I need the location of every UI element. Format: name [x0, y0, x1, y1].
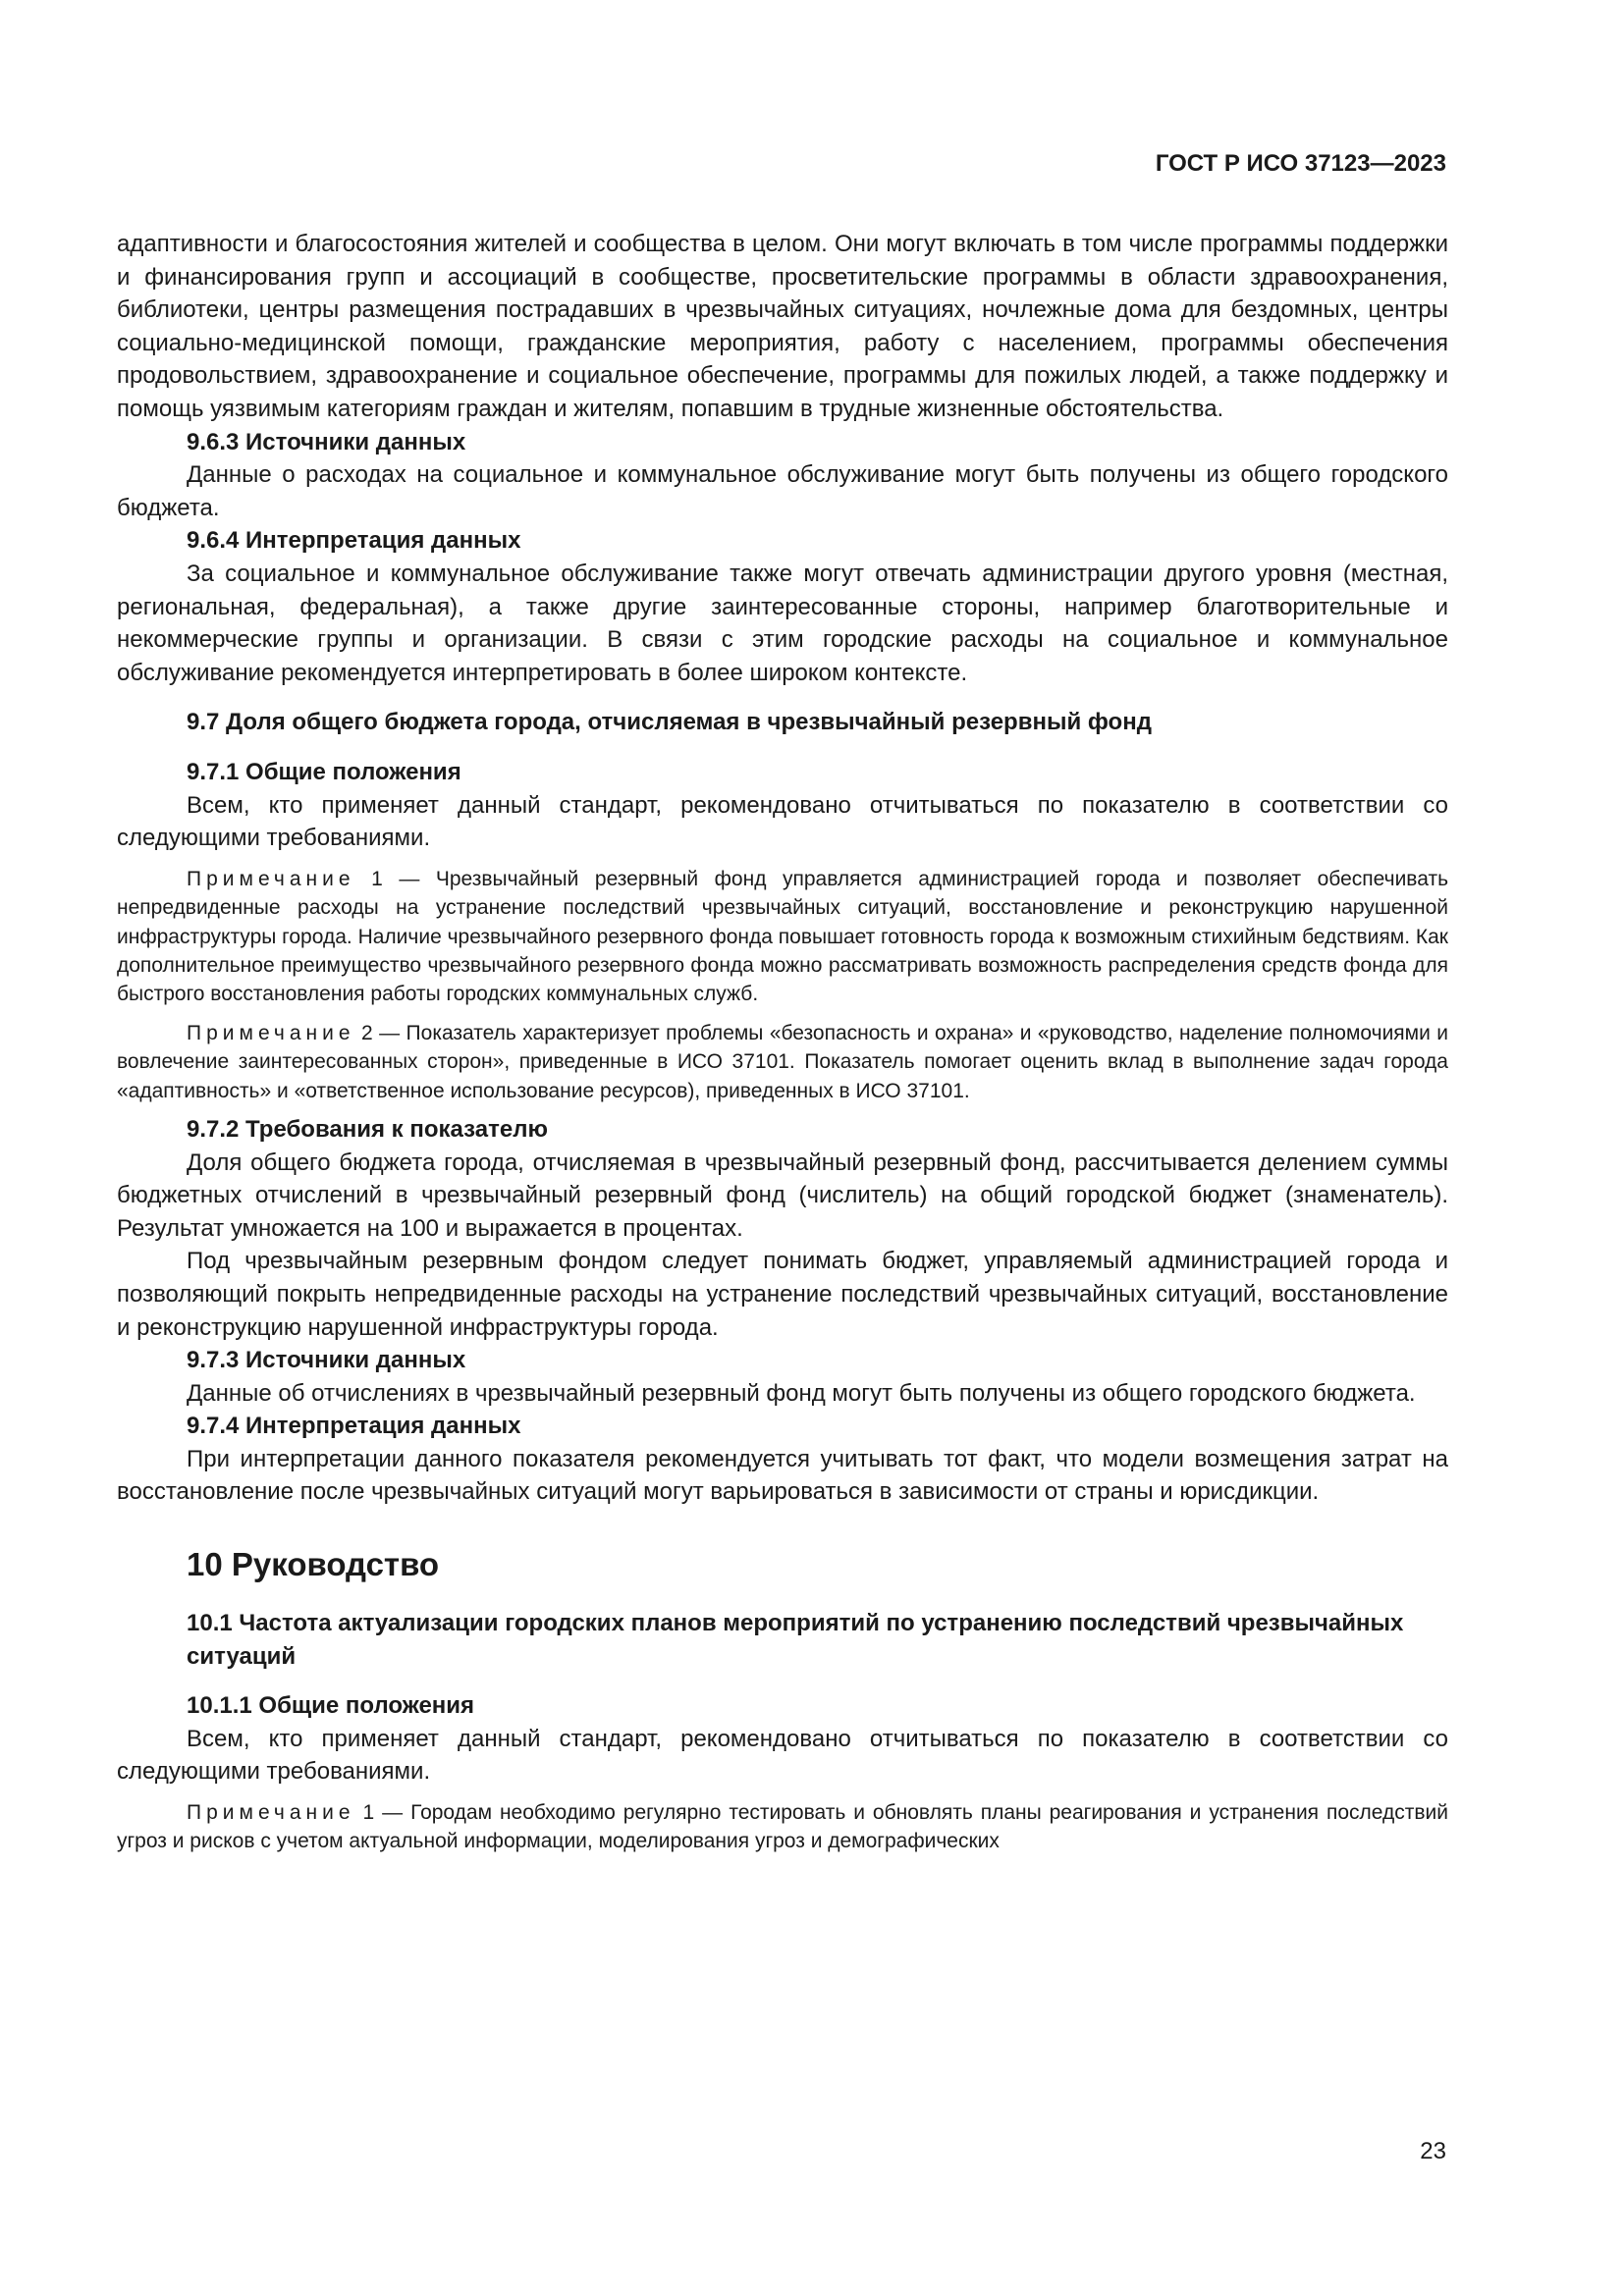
heading-9-6-3: 9.6.3 Источники данных	[187, 428, 466, 455]
note-1	[117, 865, 1448, 1009]
paragraph-9-6-4: За социальное и коммунальное обслуживание также могут отвечать администрации другого уровня (местная, региональная, федеральная), а также другие заинтересованные стороны, например благотворительные и некоммерческие группы и организации. В связи с этим городские расходы на социальное и коммунальное обслуживание рекомендуется интерпретировать в более широком контексте.	[117, 560, 1448, 686]
paragraph-9-7-2-a: Доля общего бюджета города, отчисляемая в чрезвычайный резервный фонд, рассчитывается делением суммы бюджетных отчислений в чрезвычайный резервный фонд (числитель) на общий городской бюджет (знаменатель). Результат умножается на 100 и выражается в процентах.	[117, 1148, 1448, 1242]
paragraph-9-6-3: Данные о расходах на социальное и коммунальное обслуживание могут быть получены из общего городского бюджета.	[117, 461, 1448, 521]
note-label: Примечание	[187, 867, 355, 890]
heading-9-7-2: 9.7.2 Требования к показателю	[187, 1115, 548, 1143]
paragraph-9-7-2-b: Под чрезвычайным резервным фондом следует понимать бюджет, управляемый администрацией города и позволяющий покрыть непредвиденные расходы на устранение последствий чрезвычайных ситуаций, восстановление и реконструкцию нарушенной инфраструктуры города.	[117, 1248, 1448, 1341]
heading-9-7-1: 9.7.1 Общие положения	[187, 758, 461, 785]
paragraph-9-7-3: Данные об отчислениях в чрезвычайный резервный фонд могут быть получены из общего городского бюджета.	[187, 1379, 1416, 1407]
page-number: 23	[1420, 2138, 1446, 2164]
note-text: — Показатель характеризует проблемы «безопасность и охрана» и «руководство, наделение полномочиями и вовлечение заинтересованных сторон», приведенные в ИСО 37101. Показатель помогает оценить вклад в выполнение задач города «адаптивность» и «ответственное использование ресурсов), приведенных в ИСО 37101.	[117, 1021, 1448, 1102]
heading-10-1-1: 10.1.1 Общие положения	[187, 1692, 475, 1720]
page-content	[117, 228, 1448, 1864]
note-text: — Чрезвычайный резервный фонд управляется администрацией города и позволяет обеспечивать непредвиденные расходы на устранение последствий чрезвычайных ситуаций, восстановление и реконструкцию нарушенной инфраструктуры города. Наличие чрезвычайного резервного фонда повышает готовность города к возможным стихийным бедствиям. Как дополнительное преимущество чрезвычайного резервного фонда можно рассматривать возможность распределения средств фонда для быстрого восстановления работы городских коммунальных служб.	[117, 867, 1449, 1006]
heading-9-6-4: 9.6.4 Интерпретация данных	[187, 527, 521, 555]
standard-code-header: ГОСТ Р ИСО 37123—2023	[1155, 150, 1446, 177]
paragraph-9-7-4: При интерпретации данного показателя рекомендуется учитывать тот факт, что модели возмещения затрат на восстановление после чрезвычайных ситуаций могут варьироваться в зависимости от страны и юрисдикции.	[117, 1445, 1448, 1506]
heading-9-7-3: 9.7.3 Источники данных	[187, 1347, 466, 1374]
heading-9-7: 9.7 Доля общего бюджета города, отчисляемая в чрезвычайный резервный фонд	[187, 709, 1152, 736]
note-text: — Городам необходимо регулярно тестировать и обновлять планы реагирования и устранения последствий угроз и рисков с учетом актуальной информации, моделирования угроз и демографических	[117, 1801, 1448, 1853]
paragraph-9-7-1: Всем, кто применяет данный стандарт, рекомендовано отчитываться по показателю в соответствии со следующими требованиями.	[117, 791, 1448, 852]
note-10-1	[117, 1798, 1448, 1856]
heading-10: 10 Руководство	[187, 1546, 440, 1583]
note-label: Примечание	[187, 1021, 355, 1044]
heading-9-7-4: 9.7.4 Интерпретация данных	[187, 1413, 521, 1440]
note-number: 1	[371, 867, 383, 890]
paragraph-continuation: адаптивности и благосостояния жителей и сообщества в целом. Они могут включать в том числе программы поддержки и финансирования групп и ассоциаций в сообществе, просветительские программы в области здравоохранения, библиотеки, центры размещения пострадавших в чрезвычайных ситуациях, ночлежные дома для бездомных, центры социально-медицинской помощи, гражданские мероприятия, работу с населением, программы обеспечения продовольствием, здравоохранение и социальное обеспечение, программы для пожилых людей, а также поддержку и помощь уязвимым категориям граждан и жителям, попавшим в трудные жизненные обстоятельства.	[117, 231, 1448, 422]
note-2	[117, 1019, 1448, 1105]
note-number: 2	[361, 1021, 373, 1044]
note-number: 1	[362, 1801, 375, 1825]
note-label: Примечание	[187, 1801, 355, 1825]
heading-10-1: 10.1 Частота актуализации городских планов мероприятий по устранению последствий чрезвычайных ситуаций	[187, 1610, 1404, 1670]
paragraph-10-1-1: Всем, кто применяет данный стандарт, рекомендовано отчитываться по показателю в соответствии со следующими требованиями.	[117, 1725, 1448, 1786]
